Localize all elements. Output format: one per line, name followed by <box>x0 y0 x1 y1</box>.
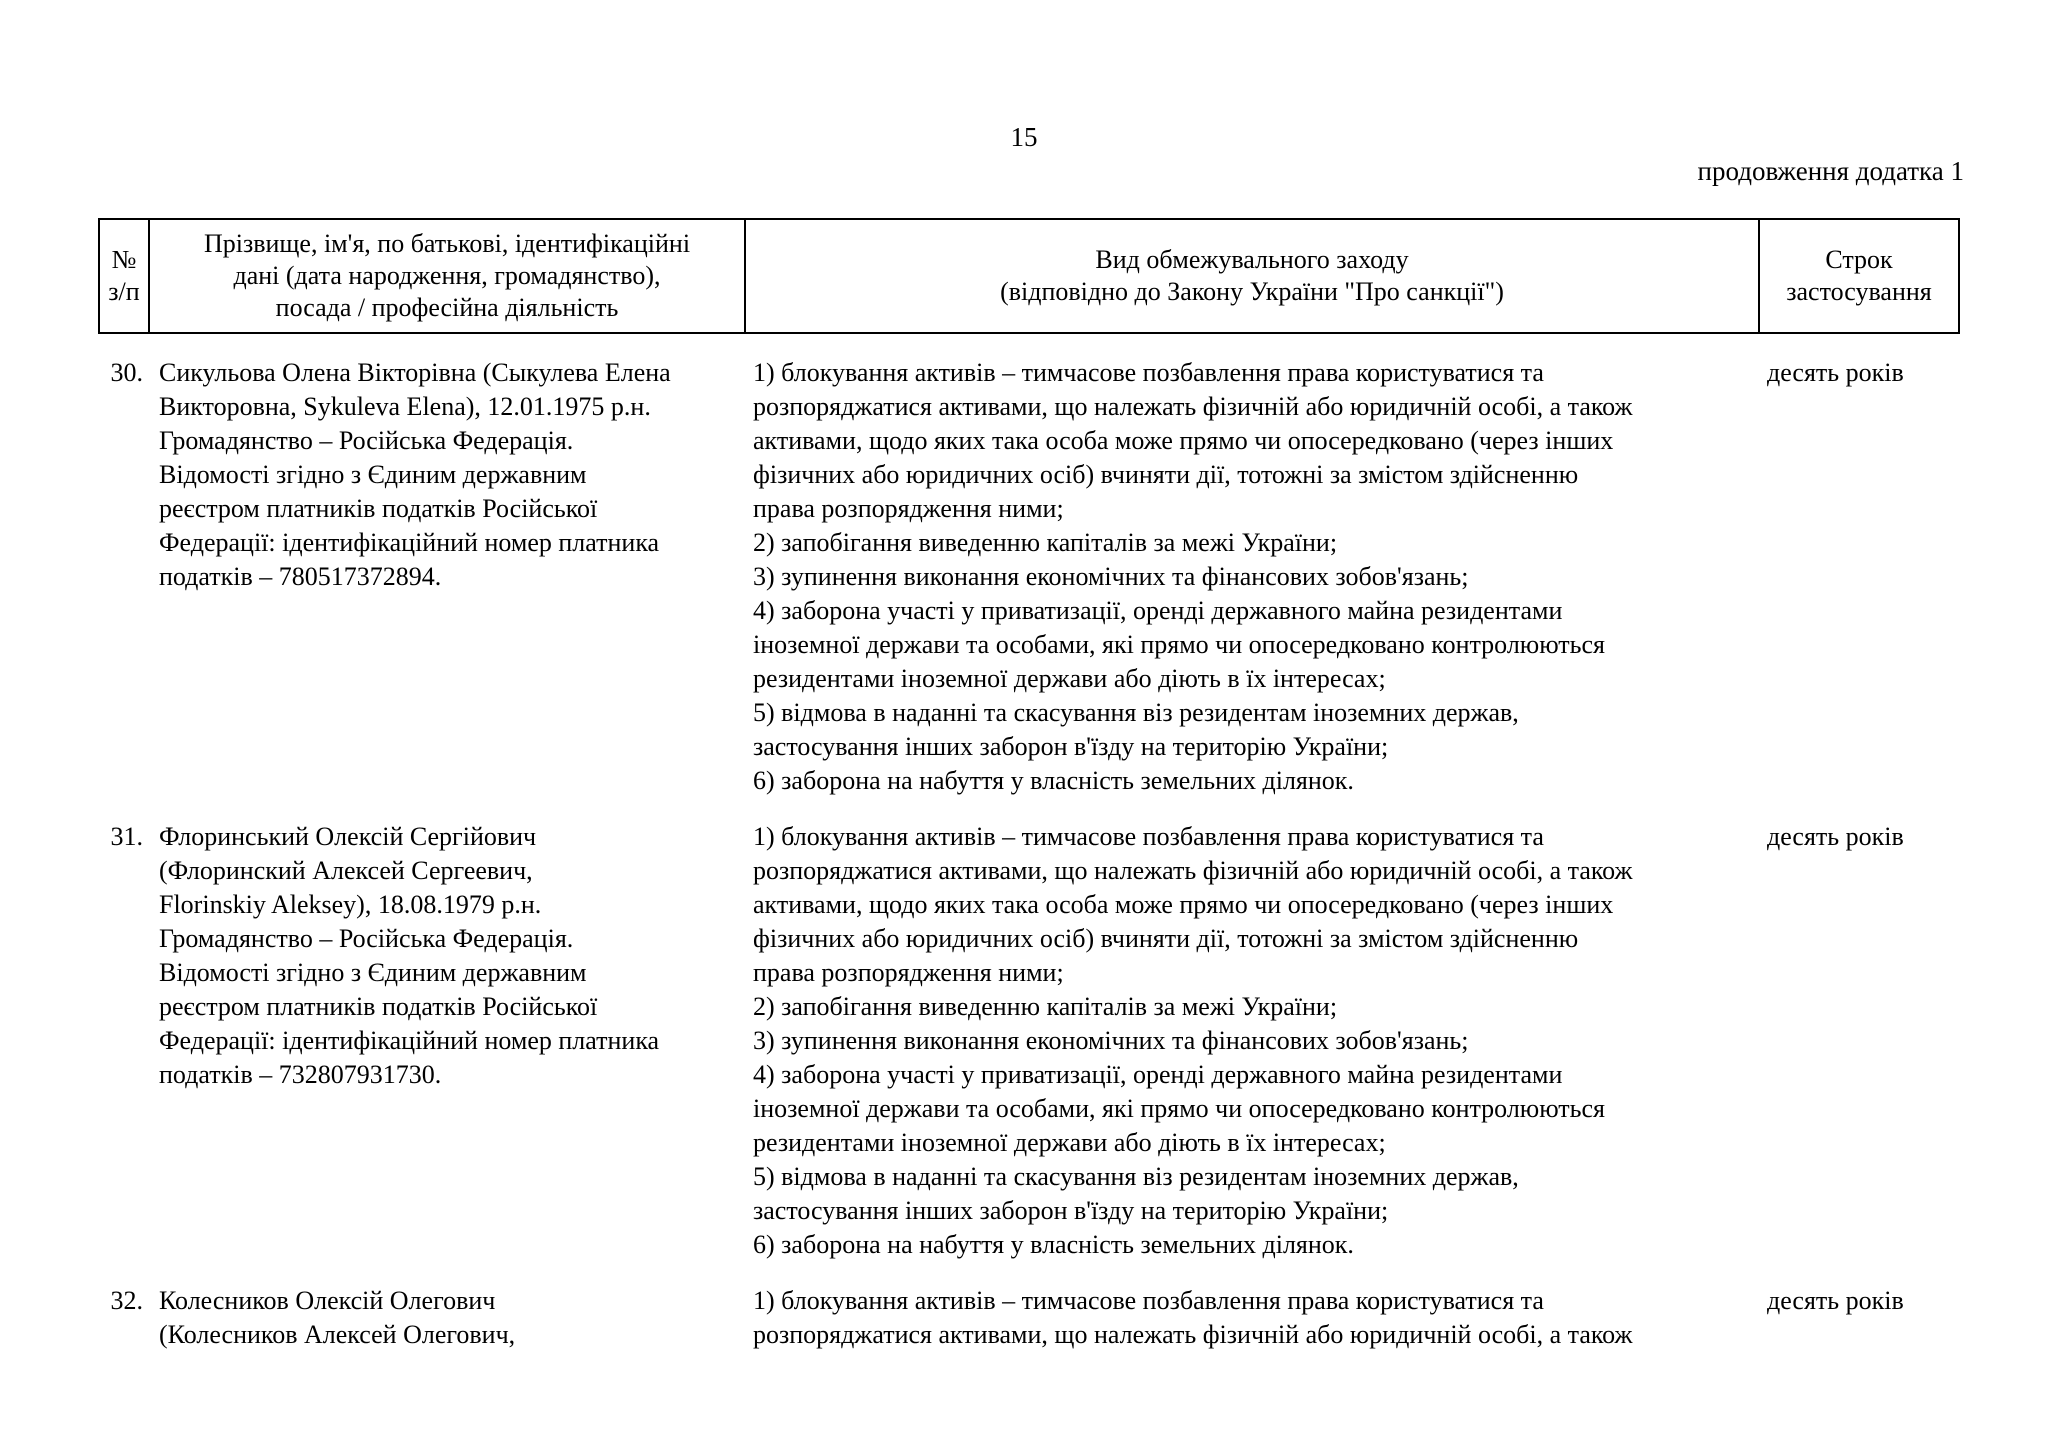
restrictive-measure-line: розпоряджатися активами, що належать фізичній або юридичній особі, а також <box>753 856 1633 885</box>
restrictive-measure-line: активами, щодо яких така особа може прямо чи опосередковано (через інших <box>753 426 1614 455</box>
header-line: з/п <box>108 277 140 306</box>
row-number: 31. <box>110 822 143 851</box>
restrictive-measures <box>745 1262 1759 1352</box>
restrictive-measure-line: застосування інших заборон в'їзду на територію України; <box>753 1196 1389 1225</box>
application-term: десять років <box>1767 822 1904 851</box>
table-row <box>99 1262 1959 1352</box>
table-row <box>99 333 1959 798</box>
restrictive-measure-line: 3) зупинення виконання економічних та фінансових зобов'язань; <box>753 562 1469 591</box>
person-details-line: податків – 732807931730. <box>159 1060 442 1089</box>
table-body <box>99 333 1959 1352</box>
restrictive-measure-line: активами, щодо яких така особа може прямо чи опосередковано (через інших <box>753 890 1614 919</box>
row-number: 30. <box>110 358 143 387</box>
application-term: десять років <box>1767 1286 1904 1315</box>
person-details-line: Громадянство – Російська Федерація. <box>159 924 574 953</box>
annex-continuation-note: продовження додатка 1 <box>1697 156 1964 186</box>
row-number: 32. <box>110 1286 143 1315</box>
person-details-line: Сикульова Олена Вікторівна (Сыкулева Елена <box>159 358 671 387</box>
header-line: застосування <box>1786 277 1932 306</box>
person-details <box>149 1262 745 1352</box>
header-line: Вид обмежувального заходу <box>1095 245 1409 274</box>
restrictive-measure-line: 6) заборона на набуття у власність земельних ділянок. <box>753 766 1354 795</box>
restrictive-measure-line: 1) блокування активів – тимчасове позбавлення права користуватися та <box>753 358 1544 387</box>
restrictive-measure-line: 2) запобігання виведенню капіталів за межі України; <box>753 528 1338 557</box>
person-details <box>149 798 745 1262</box>
table-header-row <box>99 219 1959 333</box>
header-number <box>99 219 149 333</box>
restrictive-measure-line: 4) заборона участі у приватизації, оренді державного майна резидентами <box>753 1060 1563 1089</box>
person-details-line: Викторовна, Sykuleva Elena), 12.01.1975 р.н. <box>159 392 651 421</box>
person-details-line: (Флоринский Алексей Сергеевич, <box>159 856 533 885</box>
restrictive-measure-line: 1) блокування активів – тимчасове позбавлення права користуватися та <box>753 822 1544 851</box>
restrictive-measure-line: 3) зупинення виконання економічних та фінансових зобов'язань; <box>753 1026 1469 1055</box>
restrictive-measure-line: права розпорядження ними; <box>753 958 1064 987</box>
person-details-line: Florinskiy Aleksey), 18.08.1979 р.н. <box>159 890 542 919</box>
sanctions-table <box>98 218 1960 1352</box>
header-line: Прізвище, ім'я, по батькові, ідентифікаційні <box>203 229 691 258</box>
restrictive-measure-line: розпоряджатися активами, що належать фізичній або юридичній особі, а також <box>753 1320 1633 1349</box>
person-details-line: Відомості згідно з Єдиним державним <box>159 958 587 987</box>
header-line: № <box>111 245 137 274</box>
restrictive-measures <box>745 333 1759 798</box>
restrictive-measure-line: резидентами іноземної держави або діють в їх інтересах; <box>753 664 1386 693</box>
header-line: (відповідно до Закону України "Про санкції") <box>1000 277 1504 306</box>
person-details-line: Колесников Олексій Олегович <box>159 1286 496 1315</box>
person-details-line: (Колесников Алексей Олегович, <box>159 1320 516 1349</box>
header-person-details <box>149 219 745 333</box>
header-line: Строк <box>1825 245 1893 274</box>
restrictive-measure-line: 4) заборона участі у приватизації, оренді державного майна резидентами <box>753 596 1563 625</box>
restrictive-measure-line: резидентами іноземної держави або діють в їх інтересах; <box>753 1128 1386 1157</box>
restrictive-measure-line: іноземної держави та особами, які прямо чи опосередковано контролюються <box>753 1094 1606 1123</box>
restrictive-measure-line: фізичних або юридичних осіб) вчиняти дії, тотожні за змістом здійсненню <box>753 460 1579 489</box>
person-details <box>149 333 745 798</box>
restrictive-measure-line: 5) відмова в наданні та скасування віз резидентам іноземних держав, <box>753 698 1519 727</box>
restrictive-measure-line: 1) блокування активів – тимчасове позбавлення права користуватися та <box>753 1286 1544 1315</box>
restrictive-measure-line: фізичних або юридичних осіб) вчиняти дії, тотожні за змістом здійсненню <box>753 924 1579 953</box>
restrictive-measure-line: застосування інших заборон в'їзду на територію України; <box>753 732 1389 761</box>
restrictive-measures <box>745 798 1759 1262</box>
person-details-line: реєстром платників податків Російської <box>159 992 598 1021</box>
restrictive-measure-line: 5) відмова в наданні та скасування віз резидентам іноземних держав, <box>753 1162 1519 1191</box>
restrictive-measure-line: розпоряджатися активами, що належать фізичній або юридичній особі, а також <box>753 392 1633 421</box>
person-details-line: податків – 780517372894. <box>159 562 442 591</box>
header-line: посада / професійна діяльність <box>275 293 619 322</box>
person-details-line: Федерації: ідентифікаційний номер платника <box>159 1026 660 1055</box>
person-details-line: Флоринський Олексій Сергійович <box>159 822 537 851</box>
person-details-line: Федерації: ідентифікаційний номер платника <box>159 528 660 557</box>
header-term <box>1759 219 1959 333</box>
person-details-line: Відомості згідно з Єдиним державним <box>159 460 587 489</box>
person-details-line: реєстром платників податків Російської <box>159 494 598 523</box>
header-measure-type <box>745 219 1759 333</box>
table-row <box>99 798 1959 1262</box>
person-details-line: Громадянство – Російська Федерація. <box>159 426 574 455</box>
restrictive-measure-line: права розпорядження ними; <box>753 494 1064 523</box>
restrictive-measure-line: 6) заборона на набуття у власність земельних ділянок. <box>753 1230 1354 1259</box>
restrictive-measure-line: іноземної держави та особами, які прямо чи опосередковано контролюються <box>753 630 1606 659</box>
application-term: десять років <box>1767 358 1904 387</box>
header-line: дані (дата народження, громадянство), <box>233 261 661 290</box>
page-number: 15 <box>1010 122 1038 152</box>
restrictive-measure-line: 2) запобігання виведенню капіталів за межі України; <box>753 992 1338 1021</box>
